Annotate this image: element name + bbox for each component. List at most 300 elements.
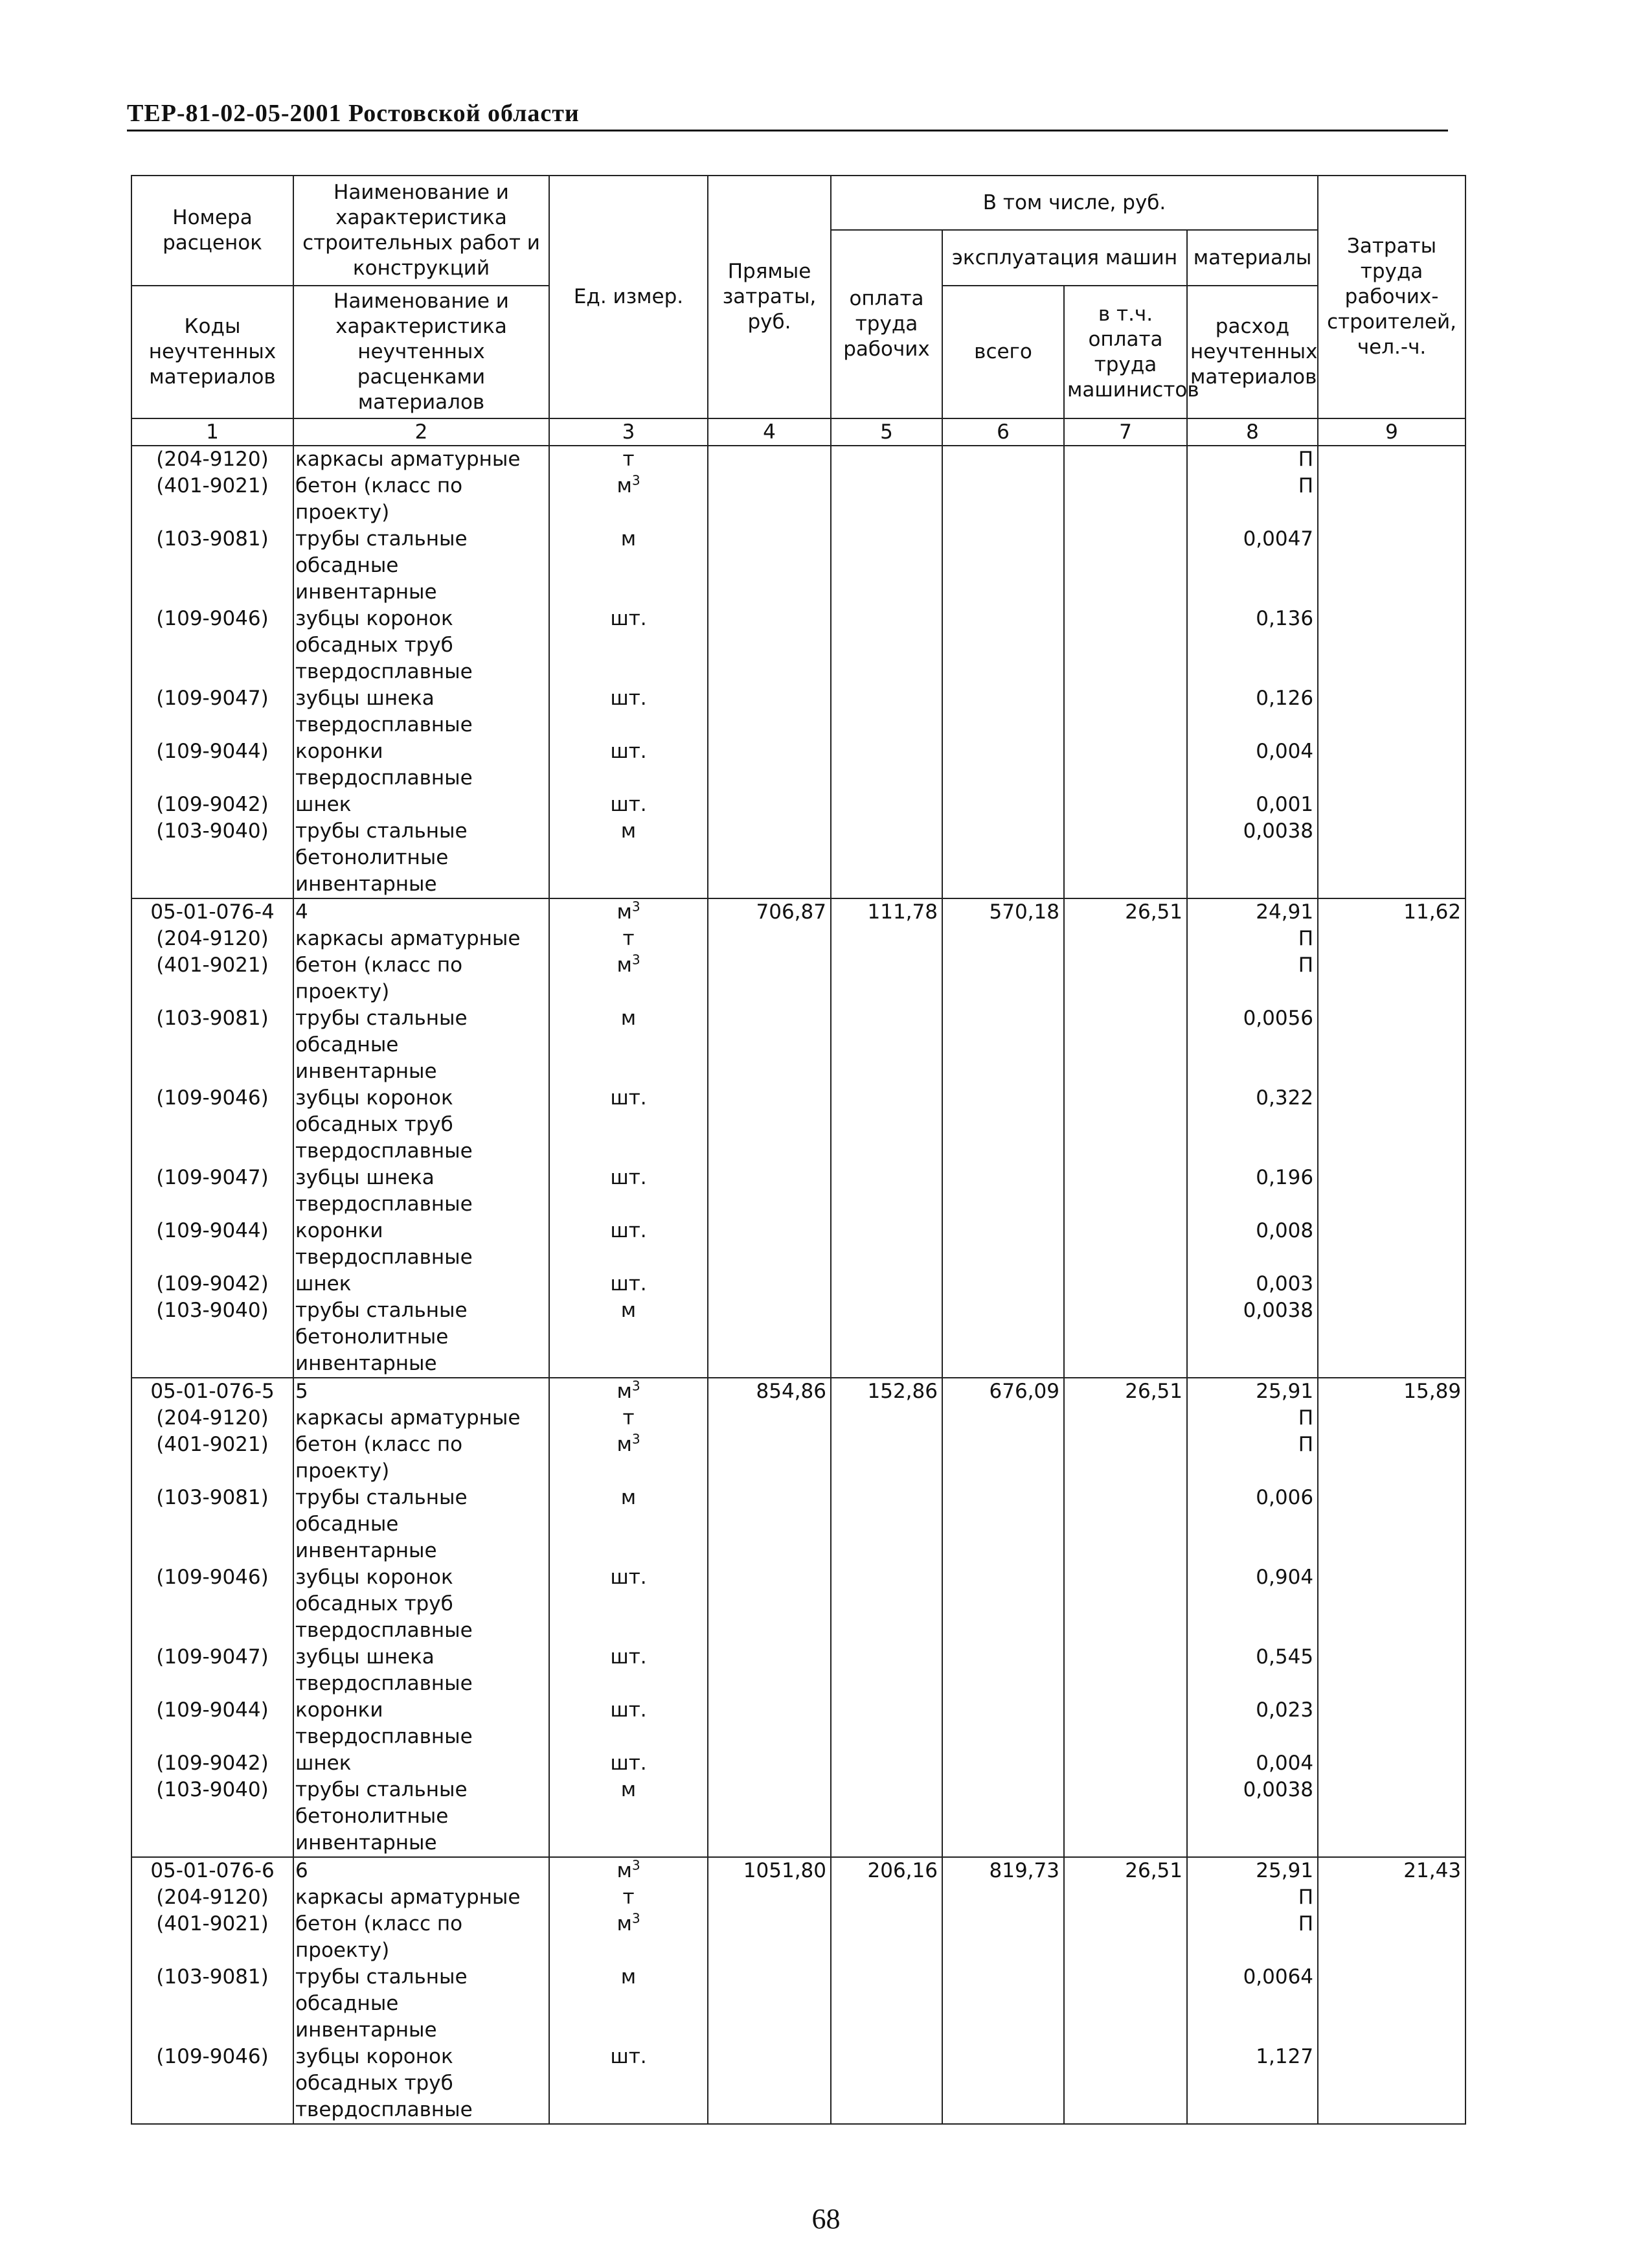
row-labor-hours <box>1318 473 1465 526</box>
row-labor-pay <box>831 446 942 473</box>
row-materials: 0,196 <box>1187 1165 1318 1218</box>
row-direct-costs <box>708 1644 831 1697</box>
row-code: (109-9047) <box>131 1644 293 1697</box>
row-labor-hours: 15,89 <box>1318 1378 1465 1405</box>
page-number: 68 <box>811 2203 841 2235</box>
col-number: 5 <box>831 418 942 446</box>
row-code: (401-9021) <box>131 952 293 1005</box>
row-materials: 0,0064 <box>1187 1964 1318 2044</box>
row-machines-total <box>942 1911 1064 1964</box>
row-direct-costs <box>708 1777 831 1857</box>
row-code: (109-9047) <box>131 1165 293 1218</box>
row-direct-costs <box>708 1165 831 1218</box>
row-machines-total <box>942 1564 1064 1644</box>
row-labor-hours <box>1318 1165 1465 1218</box>
row-unit: м <box>549 1005 708 1085</box>
row-materials: 0,0038 <box>1187 818 1318 898</box>
material-row <box>131 1485 1465 1564</box>
row-name: бетон (класс по проекту) <box>293 1432 549 1485</box>
row-name: зубцы коронок обсадных труб твердосплавные <box>293 2044 549 2124</box>
row-labor-pay <box>831 1884 942 1911</box>
material-row <box>131 952 1465 1005</box>
row-machinist-pay <box>1064 1432 1187 1485</box>
row-code: 05-01-076-6 <box>131 1857 293 1884</box>
material-row <box>131 1432 1465 1485</box>
row-materials: 25,91 <box>1187 1857 1318 1884</box>
material-row <box>131 1911 1465 1964</box>
row-machines-total <box>942 473 1064 526</box>
row-name: трубы стальные обсадные инвентарные <box>293 1005 549 1085</box>
row-labor-pay <box>831 473 942 526</box>
row-labor-hours <box>1318 1218 1465 1271</box>
row-machines-total: 676,09 <box>942 1378 1064 1405</box>
header-materials: материалы <box>1187 230 1318 286</box>
row-unit: шт. <box>549 792 708 818</box>
row-machinist-pay: 26,51 <box>1064 1378 1187 1405</box>
row-materials: П <box>1187 1405 1318 1432</box>
material-row <box>131 1165 1465 1218</box>
row-unit: м <box>549 1485 708 1564</box>
row-direct-costs <box>708 1564 831 1644</box>
row-machines-total <box>942 526 1064 606</box>
row-unit: $м^3$ <box>549 952 708 1005</box>
row-direct-costs <box>708 738 831 792</box>
row-labor-hours <box>1318 526 1465 606</box>
row-materials: 0,136 <box>1187 606 1318 685</box>
header-machines: эксплуатация машин <box>942 230 1187 286</box>
row-direct-costs <box>708 446 831 473</box>
row-code: (103-9081) <box>131 1485 293 1564</box>
row-labor-pay <box>831 685 942 738</box>
row-labor-hours <box>1318 952 1465 1005</box>
row-machines-total <box>942 818 1064 898</box>
row-machines-total: 570,18 <box>942 898 1064 926</box>
material-row <box>131 1218 1465 1271</box>
material-row <box>131 792 1465 818</box>
row-direct-costs <box>708 685 831 738</box>
row-direct-costs <box>708 1485 831 1564</box>
row-name: шнек <box>293 1271 549 1297</box>
material-row <box>131 1271 1465 1297</box>
row-labor-pay <box>831 1777 942 1857</box>
row-direct-costs <box>708 792 831 818</box>
row-code: (103-9040) <box>131 1777 293 1857</box>
row-machines-total <box>942 1432 1064 1485</box>
row-name: бетон (класс по проекту) <box>293 1911 549 1964</box>
row-machines-total <box>942 685 1064 738</box>
row-machinist-pay <box>1064 2044 1187 2124</box>
row-labor-hours <box>1318 1297 1465 1378</box>
row-direct-costs: 706,87 <box>708 898 831 926</box>
material-row <box>131 526 1465 606</box>
row-labor-hours <box>1318 446 1465 473</box>
estimate-table-wrapper <box>131 175 1465 2125</box>
material-row <box>131 473 1465 526</box>
row-labor-hours <box>1318 1005 1465 1085</box>
row-code: (109-9046) <box>131 1085 293 1165</box>
row-labor-hours <box>1318 1644 1465 1697</box>
row-name: шнек <box>293 792 549 818</box>
row-unit: шт. <box>549 1564 708 1644</box>
row-materials: П <box>1187 1884 1318 1911</box>
row-direct-costs <box>708 1297 831 1378</box>
row-code: (103-9081) <box>131 1964 293 2044</box>
row-labor-pay <box>831 606 942 685</box>
row-name: трубы стальные бетонолитные инвентарные <box>293 1297 549 1378</box>
row-machinist-pay <box>1064 1777 1187 1857</box>
row-machinist-pay <box>1064 1964 1187 2044</box>
row-machines-total <box>942 1884 1064 1911</box>
row-labor-pay <box>831 1697 942 1750</box>
row-machinist-pay <box>1064 1750 1187 1777</box>
row-machinist-pay <box>1064 526 1187 606</box>
row-machinist-pay <box>1064 1485 1187 1564</box>
row-name: зубцы шнека твердосплавные <box>293 1165 549 1218</box>
row-code: (103-9081) <box>131 526 293 606</box>
row-direct-costs <box>708 2044 831 2124</box>
row-name: 4 <box>293 898 549 926</box>
row-name: каркасы арматурные <box>293 926 549 952</box>
row-direct-costs <box>708 1697 831 1750</box>
material-row <box>131 1697 1465 1750</box>
row-unit: шт. <box>549 606 708 685</box>
row-labor-pay: 206,16 <box>831 1857 942 1884</box>
row-machinist-pay <box>1064 1218 1187 1271</box>
row-machines-total <box>942 738 1064 792</box>
row-labor-pay <box>831 1005 942 1085</box>
row-name: 6 <box>293 1857 549 1884</box>
row-materials: 0,126 <box>1187 685 1318 738</box>
row-materials: 25,91 <box>1187 1378 1318 1405</box>
header-rate-numbers: Номера расценок <box>131 176 293 286</box>
row-machinist-pay <box>1064 1297 1187 1378</box>
row-labor-pay: 111,78 <box>831 898 942 926</box>
col-number: 2 <box>293 418 549 446</box>
row-machinist-pay <box>1064 1405 1187 1432</box>
row-code: (109-9046) <box>131 1564 293 1644</box>
row-code: (109-9044) <box>131 1218 293 1271</box>
row-direct-costs <box>708 1911 831 1964</box>
col-number: 3 <box>549 418 708 446</box>
row-labor-hours <box>1318 792 1465 818</box>
row-unit: м <box>549 1964 708 2044</box>
row-machines-total <box>942 2044 1064 2124</box>
row-materials: П <box>1187 473 1318 526</box>
row-unit: шт. <box>549 1750 708 1777</box>
col-number: 6 <box>942 418 1064 446</box>
row-labor-pay <box>831 738 942 792</box>
row-machines-total <box>942 1644 1064 1697</box>
material-row <box>131 1297 1465 1378</box>
row-machines-total <box>942 1218 1064 1271</box>
row-labor-pay <box>831 1644 942 1697</box>
row-labor-pay <box>831 1432 942 1485</box>
row-name: шнек <box>293 1750 549 1777</box>
row-machinist-pay <box>1064 792 1187 818</box>
row-machines-total <box>942 1165 1064 1218</box>
row-materials: 0,023 <box>1187 1697 1318 1750</box>
row-direct-costs <box>708 1750 831 1777</box>
material-row <box>131 1005 1465 1085</box>
row-labor-hours <box>1318 1777 1465 1857</box>
row-machinist-pay <box>1064 1564 1187 1644</box>
row-machines-total <box>942 952 1064 1005</box>
estimate-table <box>131 175 1466 2125</box>
row-name: трубы стальные обсадные инвентарные <box>293 1485 549 1564</box>
row-machinist-pay <box>1064 952 1187 1005</box>
row-unit: шт. <box>549 1218 708 1271</box>
row-code: (204-9120) <box>131 446 293 473</box>
col-number: 9 <box>1318 418 1465 446</box>
row-unit: $м^3$ <box>549 1911 708 1964</box>
row-machines-total <box>942 1297 1064 1378</box>
row-labor-hours <box>1318 1485 1465 1564</box>
row-machinist-pay <box>1064 1165 1187 1218</box>
row-labor-pay <box>831 1485 942 1564</box>
row-direct-costs <box>708 473 831 526</box>
row-direct-costs <box>708 1964 831 2044</box>
row-machines-total <box>942 926 1064 952</box>
material-row <box>131 926 1465 952</box>
row-labor-hours <box>1318 1432 1465 1485</box>
material-row <box>131 738 1465 792</box>
row-labor-hours: 21,43 <box>1318 1857 1465 1884</box>
row-unit: м <box>549 818 708 898</box>
row-name: зубцы шнека твердосплавные <box>293 1644 549 1697</box>
row-materials: П <box>1187 926 1318 952</box>
row-labor-hours <box>1318 926 1465 952</box>
row-name: трубы стальные обсадные инвентарные <box>293 1964 549 2044</box>
row-machines-total <box>942 446 1064 473</box>
header-labor-pay: оплата труда рабочих <box>831 230 942 418</box>
row-labor-pay <box>831 1911 942 1964</box>
row-materials: 0,0038 <box>1187 1297 1318 1378</box>
row-unit: т <box>549 446 708 473</box>
row-direct-costs <box>708 1271 831 1297</box>
row-labor-hours <box>1318 1564 1465 1644</box>
row-materials: 1,127 <box>1187 2044 1318 2124</box>
row-labor-hours <box>1318 1405 1465 1432</box>
row-machinist-pay: 26,51 <box>1064 898 1187 926</box>
row-machines-total: 819,73 <box>942 1857 1064 1884</box>
material-row <box>131 1085 1465 1165</box>
row-unit: т <box>549 1405 708 1432</box>
row-unit: $м^3$ <box>549 1857 708 1884</box>
header-including: В том числе, руб. <box>831 176 1318 230</box>
row-machines-total <box>942 792 1064 818</box>
row-labor-hours: 11,62 <box>1318 898 1465 926</box>
row-labor-hours <box>1318 1911 1465 1964</box>
row-name: зубцы коронок обсадных труб твердосплавные <box>293 1085 549 1165</box>
row-materials: П <box>1187 446 1318 473</box>
col-number: 7 <box>1064 418 1187 446</box>
row-labor-pay <box>831 952 942 1005</box>
row-machines-total <box>942 1405 1064 1432</box>
material-row <box>131 1750 1465 1777</box>
row-direct-costs <box>708 926 831 952</box>
row-unit: шт. <box>549 1085 708 1165</box>
row-name: каркасы арматурные <box>293 1405 549 1432</box>
header-work-name: Наименование и характеристика строительных работ и конструкций <box>293 176 549 286</box>
row-name: бетон (класс по проекту) <box>293 952 549 1005</box>
row-materials: 24,91 <box>1187 898 1318 926</box>
row-direct-costs <box>708 1405 831 1432</box>
row-unit: шт. <box>549 2044 708 2124</box>
row-direct-costs <box>708 526 831 606</box>
row-labor-pay <box>831 2044 942 2124</box>
row-materials: 0,003 <box>1187 1271 1318 1297</box>
row-machines-total <box>942 1777 1064 1857</box>
row-labor-hours <box>1318 1884 1465 1911</box>
row-labor-hours <box>1318 818 1465 898</box>
row-machinist-pay <box>1064 606 1187 685</box>
row-machinist-pay <box>1064 1085 1187 1165</box>
row-direct-costs <box>708 1432 831 1485</box>
row-unit: $м^3$ <box>549 473 708 526</box>
material-row <box>131 1964 1465 2044</box>
row-machines-total <box>942 1697 1064 1750</box>
header-unit: Ед. измер. <box>549 176 708 418</box>
row-name: коронки твердосплавные <box>293 738 549 792</box>
row-machinist-pay <box>1064 738 1187 792</box>
row-name: каркасы арматурные <box>293 1884 549 1911</box>
material-row <box>131 1884 1465 1911</box>
row-name: зубцы коронок обсадных труб твердосплавные <box>293 606 549 685</box>
row-code: (109-9047) <box>131 685 293 738</box>
row-name: зубцы шнека твердосплавные <box>293 685 549 738</box>
row-machines-total <box>942 1085 1064 1165</box>
row-machinist-pay <box>1064 818 1187 898</box>
header-labor-hours: Затраты труда рабочих-строителей, чел.-ч. <box>1318 176 1465 418</box>
header-machinist-pay: в т.ч. оплата труда машинистов <box>1064 286 1187 418</box>
row-unit: шт. <box>549 1165 708 1218</box>
row-labor-pay <box>831 1085 942 1165</box>
row-unit: м <box>549 1297 708 1378</box>
row-labor-hours <box>1318 1750 1465 1777</box>
row-labor-hours <box>1318 2044 1465 2124</box>
row-labor-hours <box>1318 738 1465 792</box>
header-direct-costs: Прямые затраты, руб. <box>708 176 831 418</box>
row-labor-pay <box>831 1218 942 1271</box>
row-unit: $м^3$ <box>549 1378 708 1405</box>
column-number-row <box>131 418 1465 446</box>
row-unit: шт. <box>549 1697 708 1750</box>
row-name: коронки твердосплавные <box>293 1218 549 1271</box>
row-machines-total <box>942 1271 1064 1297</box>
header-machines-total: всего <box>942 286 1064 418</box>
row-labor-pay <box>831 526 942 606</box>
row-direct-costs: 854,86 <box>708 1378 831 1405</box>
row-materials: 0,006 <box>1187 1485 1318 1564</box>
row-machinist-pay <box>1064 1884 1187 1911</box>
row-machinist-pay <box>1064 1697 1187 1750</box>
row-name: каркасы арматурные <box>293 446 549 473</box>
row-direct-costs <box>708 1884 831 1911</box>
row-direct-costs <box>708 606 831 685</box>
row-code: (401-9021) <box>131 1911 293 1964</box>
row-unit: шт. <box>549 1644 708 1697</box>
row-materials: 0,004 <box>1187 738 1318 792</box>
row-direct-costs <box>708 818 831 898</box>
header-material-codes: Коды неучтенных материалов <box>131 286 293 418</box>
row-code: (109-9042) <box>131 1750 293 1777</box>
row-materials: П <box>1187 1911 1318 1964</box>
row-code: (109-9042) <box>131 792 293 818</box>
row-machines-total <box>942 1964 1064 2044</box>
header-material-names: Наименование и характеристика неучтенных расценками материалов <box>293 286 549 418</box>
row-labor-pay <box>831 1271 942 1297</box>
material-row <box>131 1777 1465 1857</box>
row-unit: шт. <box>549 1271 708 1297</box>
row-labor-pay <box>831 1297 942 1378</box>
row-unit: м <box>549 1777 708 1857</box>
row-code: 05-01-076-4 <box>131 898 293 926</box>
row-code: (204-9120) <box>131 1405 293 1432</box>
row-name: трубы стальные бетонолитные инвентарные <box>293 1777 549 1857</box>
row-machines-total <box>942 1750 1064 1777</box>
row-materials: 0,322 <box>1187 1085 1318 1165</box>
row-materials: 0,0056 <box>1187 1005 1318 1085</box>
row-labor-pay <box>831 792 942 818</box>
row-direct-costs: 1051,80 <box>708 1857 831 1884</box>
row-direct-costs <box>708 1085 831 1165</box>
row-labor-pay <box>831 1405 942 1432</box>
row-labor-hours <box>1318 1964 1465 2044</box>
row-machinist-pay <box>1064 473 1187 526</box>
row-code: (103-9040) <box>131 818 293 898</box>
row-labor-hours <box>1318 1697 1465 1750</box>
row-machinist-pay <box>1064 685 1187 738</box>
row-labor-hours <box>1318 1271 1465 1297</box>
row-machines-total <box>942 1005 1064 1085</box>
row-name: коронки твердосплавные <box>293 1697 549 1750</box>
row-code: (401-9021) <box>131 1432 293 1485</box>
row-code: (103-9081) <box>131 1005 293 1085</box>
row-direct-costs <box>708 1005 831 1085</box>
row-machinist-pay <box>1064 1911 1187 1964</box>
row-direct-costs <box>708 952 831 1005</box>
row-direct-costs <box>708 1218 831 1271</box>
row-code: 05-01-076-5 <box>131 1378 293 1405</box>
row-code: (109-9046) <box>131 2044 293 2124</box>
row-name: бетон (класс по проекту) <box>293 473 549 526</box>
material-row <box>131 1564 1465 1644</box>
row-labor-pay <box>831 1564 942 1644</box>
row-machinist-pay <box>1064 926 1187 952</box>
row-unit: т <box>549 1884 708 1911</box>
row-unit: шт. <box>549 685 708 738</box>
material-row <box>131 818 1465 898</box>
rate-row <box>131 898 1465 926</box>
material-row <box>131 1644 1465 1697</box>
row-code: (109-9044) <box>131 738 293 792</box>
material-row <box>131 1405 1465 1432</box>
row-name: трубы стальные бетонолитные инвентарные <box>293 818 549 898</box>
row-name: 5 <box>293 1378 549 1405</box>
row-labor-pay <box>831 818 942 898</box>
row-unit: м <box>549 526 708 606</box>
row-machinist-pay <box>1064 1271 1187 1297</box>
row-code: (109-9042) <box>131 1271 293 1297</box>
row-materials: 0,0038 <box>1187 1777 1318 1857</box>
row-materials: 0,004 <box>1187 1750 1318 1777</box>
row-code: (109-9044) <box>131 1697 293 1750</box>
row-materials: 0,545 <box>1187 1644 1318 1697</box>
row-code: (401-9021) <box>131 473 293 526</box>
row-unit: т <box>549 926 708 952</box>
row-labor-pay <box>831 1964 942 2044</box>
row-code: (204-9120) <box>131 1884 293 1911</box>
